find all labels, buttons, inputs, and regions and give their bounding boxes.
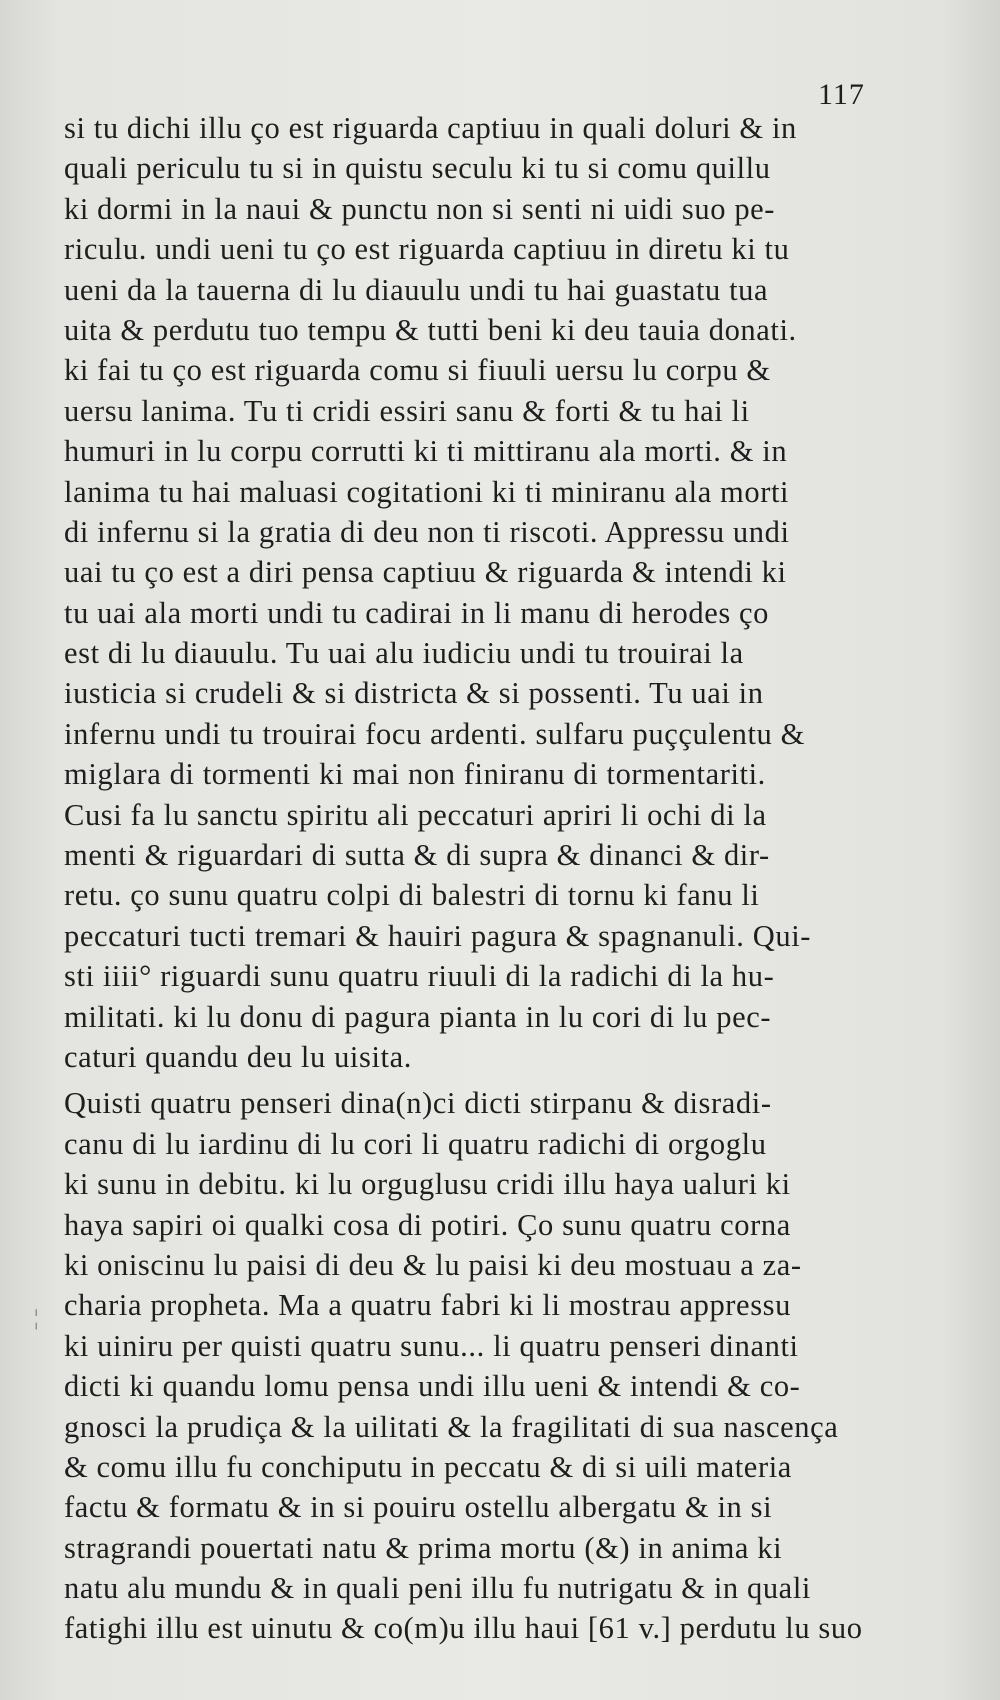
body-text: [64, 108, 924, 1649]
text-line: tu uai ala morti undi tu cadirai in li manu di herodes ço: [64, 595, 770, 630]
text-line: militati. ki lu donu di pagura pianta in lu cori di lu pec-: [64, 999, 772, 1034]
text-line: uai tu ço est a diri pensa captiuu & riguarda & intendi ki: [64, 555, 787, 590]
text-line: humuri in lu corpu corrutti ki ti mittiranu ala morti. & in: [64, 434, 788, 469]
text-line: charia propheta. Ma a quatru fabri ki li mostrau appressu: [64, 1288, 791, 1323]
text-line: infernu undi tu trouirai focu ardenti. sulfaru puççulentu &: [64, 716, 805, 751]
text-line: uersu lanima. Tu ti cridi essiri sanu & forti & tu hai li: [64, 393, 750, 428]
text-line: quali periculu tu si in quistu seculu ki tu si comu quillu: [64, 151, 771, 186]
text-line: ki sunu in debitu. ki lu orguglusu cridi illu haya ualuri ki: [64, 1167, 791, 1202]
text-line: Quisti quatru penseri dina(n)ci dicti stirpanu & disradi-: [64, 1086, 772, 1121]
text-line: canu di lu iardinu di lu cori li quatru radichi di orgoglu: [64, 1126, 767, 1161]
text-line: gnosci la prudiça & la uilitati & la fragilitati di sua nascença: [64, 1409, 839, 1444]
text-line: peccaturi tucti tremari & hauiri pagura & spagnanuli. Qui-: [64, 918, 812, 953]
text-line: Cusi fa lu sanctu spiritu ali peccaturi apriri li ochi di la: [64, 797, 767, 832]
text-line: fatighi illu est uinutu & co(m)u illu haui [61 v.] perdutu lu suo: [64, 1611, 863, 1646]
text-line: factu & formatu & in si pouiru ostellu albergatu & in si: [64, 1490, 773, 1525]
text-line: & comu illu fu conchiputu in peccatu & di si uili materia: [64, 1449, 792, 1484]
text-line: haya sapiri oi qualki cosa di potiri. Ço sunu quatru corna: [64, 1207, 791, 1242]
text-line: lanima tu hai maluasi cogitationi ki ti miniranu ala morti: [64, 474, 790, 509]
page-number: 117: [818, 78, 865, 111]
text-line: menti & riguardari di sutta & di supra & dinanci & dir-: [64, 838, 770, 873]
text-line: ki oniscinu lu paisi di deu & lu paisi ki deu mostuau a za-: [64, 1247, 802, 1282]
text-line: sti iiii° riguardi sunu quatru riuuli di la radichi di la hu-: [64, 959, 775, 994]
text-line: uita & perdutu tuo tempu & tutti beni ki deu tauia donati.: [64, 312, 797, 347]
text-line: si tu dichi illu ço est riguarda captiuu in quali doluri & in: [64, 111, 797, 145]
text-line: ki fai tu ço est riguarda comu si fiuuli uersu lu corpu &: [64, 353, 771, 388]
text-line: caturi quandu deu lu uisita.: [64, 1039, 412, 1074]
text-line: dicti ki quandu lomu pensa undi illu ueni & intendi & co-: [64, 1369, 801, 1404]
text-line: ueni da la tauerna di lu diauulu undi tu hai guastatu tua: [64, 272, 769, 307]
text-line: stragrandi pouertati natu & prima mortu (&) in anima ki: [64, 1530, 783, 1565]
text-line: est di lu diauulu. Tu uai alu iudiciu undi tu trouirai la: [64, 636, 744, 671]
text-line: natu alu mundu & in quali peni illu fu nutrigatu & in quali: [64, 1571, 811, 1606]
text-line: riculu. undi ueni tu ço est riguarda captiuu in diretu ki tu: [64, 232, 790, 267]
text-line: iusticia si crudeli & si districta & si possenti. Tu uai in: [64, 676, 764, 711]
text-line: ki uiniru per quisti quatru sunu... li quatru penseri dinanti: [64, 1328, 799, 1363]
text-line: miglara di tormenti ki mai non finiranu di tormentariti.: [64, 757, 766, 792]
margin-mark: ¦: [34, 1305, 39, 1330]
text-line: ki dormi in la naui & punctu non si senti ni uidi suo pe-: [64, 191, 776, 226]
text-line: di infernu si la gratia di deu non ti riscoti. Appressu undi: [64, 514, 790, 549]
text-line: retu. ço sunu quatru colpi di balestri di tornu ki fanu li: [64, 878, 760, 913]
